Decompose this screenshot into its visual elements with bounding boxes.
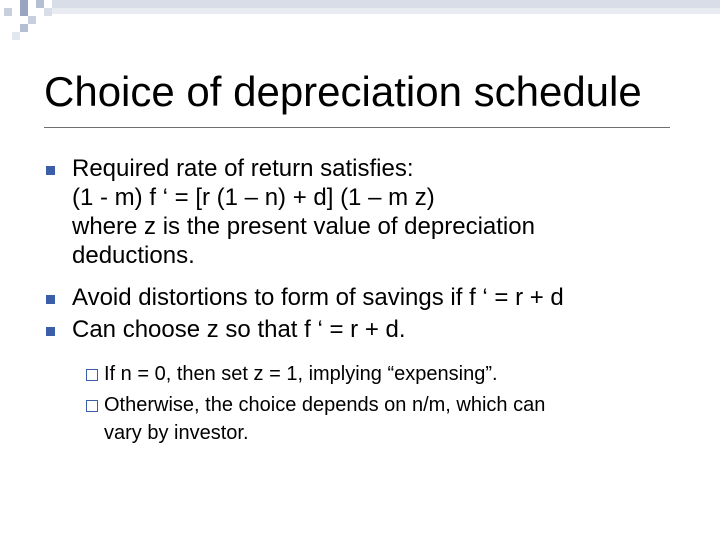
slide-title: Choice of depreciation schedule [44, 68, 642, 115]
bullet-marker [46, 166, 55, 175]
bullet-marker [46, 327, 55, 336]
sub-bullet-otherwise-line: Otherwise, the choice depends on n/m, which can [104, 394, 546, 416]
sub-bullet-marker [86, 369, 98, 381]
bullet-line: deductions. [72, 242, 195, 269]
bullet-avoid-distortions: Avoid distortions to form of savings if f ‘ = r + d [72, 284, 564, 311]
title-rule [44, 127, 670, 128]
header-decoration [0, 0, 720, 50]
sub-bullet-otherwise-line: vary by investor. [104, 422, 249, 444]
bullet-marker [46, 295, 55, 304]
bullet-line: (1 - m) f ‘ = [r (1 – n) + d] (1 – m z) [72, 184, 435, 211]
bullet-choose-z: Can choose z so that f ‘ = r + d. [72, 316, 406, 343]
sub-bullet-marker [86, 400, 98, 412]
bullet-line: Required rate of return satisfies: [72, 155, 414, 182]
bullet-line: where z is the present value of depreciation [72, 213, 535, 240]
sub-bullet-expensing: If n = 0, then set z = 1, implying “expensing”. [104, 363, 498, 385]
bullet-required-rate [72, 154, 535, 270]
